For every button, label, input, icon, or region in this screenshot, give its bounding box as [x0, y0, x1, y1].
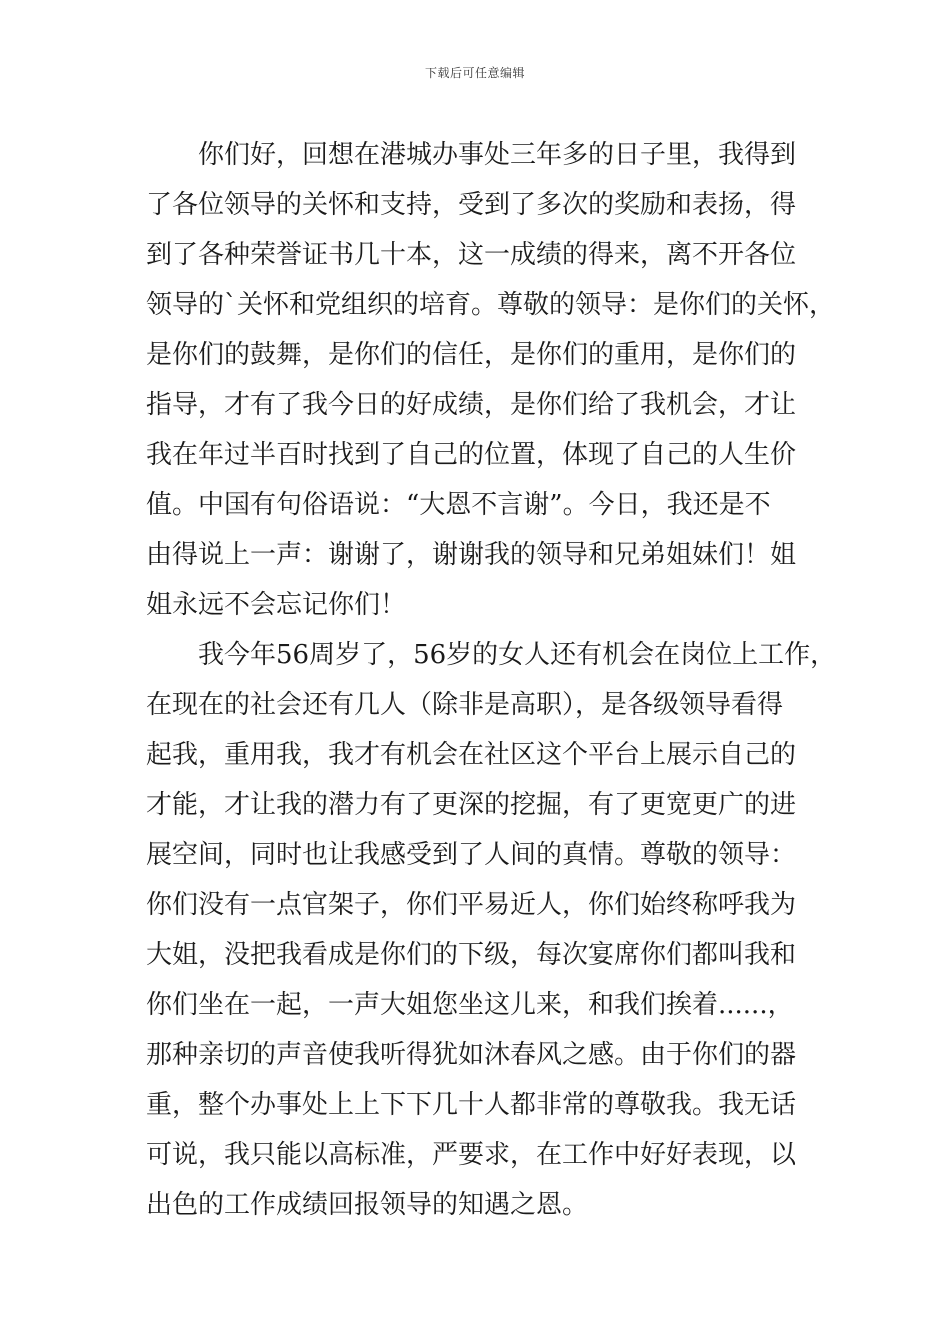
text-line: 我今年56周岁了，56岁的女人还有机会在岗位上工作， — [198, 640, 837, 670]
text-line: 那种亲切的声音使我听得犹如沐春风之感。由于你们的器 — [146, 1040, 797, 1070]
text-line: 领导的`关怀和党组织的培育。尊敬的领导：是你们的关怀， — [146, 290, 836, 320]
text-line: 你们坐在一起，一声大姐您坐这儿来，和我们挨着......， — [146, 990, 794, 1020]
download-note: 下载后可任意编辑 — [424, 66, 525, 80]
text-line: 到了各种荣誉证书几十本，这一成绩的得来，离不开各位 — [146, 240, 797, 270]
text-line: 重，整个办事处上上下下几十人都非常的尊敬我。我无话 — [146, 1090, 797, 1120]
text-line: 大姐，没把我看成是你们的下级，每次宴席你们都叫我和 — [146, 940, 797, 970]
text-line: 展空间，同时也让我感受到了人间的真情。尊敬的领导： — [146, 840, 797, 870]
text-line: 起我，重用我，我才有机会在社区这个平台上展示自己的 — [146, 740, 797, 770]
text-line: 是你们的鼓舞，是你们的信任，是你们的重用，是你们的 — [146, 340, 797, 370]
text-line: 由得说上一声：谢谢了，谢谢我的领导和兄弟姐妹们！姐 — [146, 540, 797, 570]
text-line: 姐永远不会忘记你们！ — [146, 590, 407, 620]
text-line: 可说，我只能以高标准，严要求，在工作中好好表现，以 — [146, 1140, 797, 1170]
text-line: 值。中国有句俗语说：“大恩不言谢”。今日，我还是不 — [146, 490, 771, 520]
text-line: 你们没有一点官架子，你们平易近人，你们始终称呼我为 — [146, 890, 797, 920]
text-line: 指导，才有了我今日的好成绩，是你们给了我机会，才让 — [146, 390, 797, 420]
document-body — [146, 130, 837, 1230]
text-line: 你们好，回想在港城办事处三年多的日子里，我得到 — [198, 140, 797, 170]
text-line: 在现在的社会还有几人（除非是高职），是各级领导看得 — [146, 690, 784, 720]
text-line: 出色的工作成绩回报领导的知遇之恩。 — [146, 1190, 589, 1220]
text-line: 我在年过半百时找到了自己的位置，体现了自己的人生价 — [146, 440, 797, 470]
paragraph-2 — [146, 630, 837, 1230]
text-line: 才能，才让我的潜力有了更深的挖掘，有了更宽更广的进 — [146, 790, 797, 820]
text-line: 了各位领导的关怀和支持，受到了多次的奖励和表扬，得 — [146, 190, 797, 220]
paragraph-1 — [146, 130, 836, 630]
